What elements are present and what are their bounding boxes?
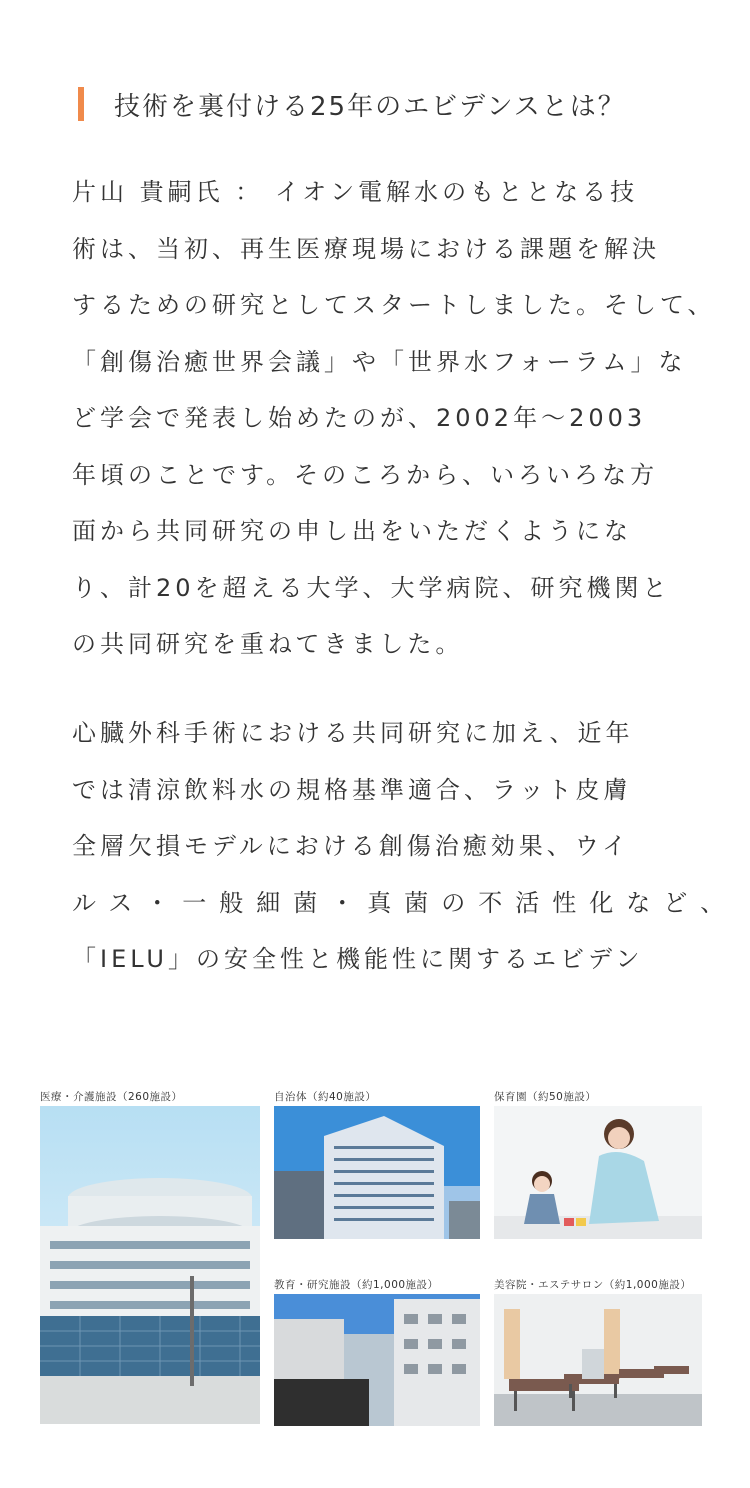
facility-card-education <box>274 1276 480 1426</box>
text-line: ど学会で発表し始めたのが、2002年〜2003 <box>72 404 647 432</box>
facility-card-medical <box>40 1088 260 1424</box>
facility-caption: 教育・研究施設（約1,000施設） <box>274 1279 439 1291</box>
paragraph-evidence <box>72 705 738 988</box>
facility-card-beauty <box>494 1276 702 1426</box>
text-line: ルス・一般細菌・真菌の不活性化など、 <box>72 888 738 917</box>
text-line: り、計20を超える大学、大学病院、研究機関と <box>72 573 671 602</box>
facility-caption: 美容院・エステサロン（約1,000施設） <box>494 1279 692 1291</box>
heading-title: 技術を裏付ける25年のエビデンスとは？ <box>114 91 626 122</box>
text-line: 面から共同研究の申し出をいただくようにな <box>72 517 632 545</box>
facility-card-nursery <box>494 1088 702 1239</box>
text-line: 術は、当初、再生医療現場における課題を解決 <box>72 234 660 263</box>
text-line: 「IELU」の安全性と機能性に関するエビデン <box>72 945 644 973</box>
salon-photo <box>494 1294 702 1426</box>
hospital-photo <box>40 1106 260 1424</box>
facility-caption: 医療・介護施設（260施設） <box>40 1091 183 1103</box>
city-hall-photo <box>274 1106 480 1239</box>
text-line: するための研究としてスタートしました。そして、 <box>72 291 716 319</box>
text-line: 心臓外科手術における共同研究に加え、近年 <box>72 719 634 747</box>
facility-card-municipal <box>274 1088 480 1239</box>
facility-caption: 保育園（約50施設） <box>494 1091 597 1103</box>
facility-caption: 自治体（約40施設） <box>274 1091 377 1103</box>
section-heading <box>78 84 626 124</box>
heading-accent-bar <box>78 87 84 121</box>
text-line: 片山 貴嗣氏 ： イオン電解水のもととなる技 <box>72 178 639 206</box>
text-line: 「創傷治癒世界会議」や「世界水フォーラム」な <box>72 347 687 376</box>
text-line: では清涼飲料水の規格基準適合、ラット皮膚 <box>72 775 632 804</box>
nursery-photo <box>494 1106 702 1239</box>
paragraph-interview-intro <box>72 164 716 673</box>
text-line: の共同研究を重ねてきました。 <box>72 630 464 658</box>
text-line: 全層欠損モデルにおける創傷治癒効果、ウイ <box>72 832 631 860</box>
text-line: 年頃のことです。そのころから、いろいろな方 <box>72 460 659 489</box>
research-facility-photo <box>274 1294 480 1426</box>
